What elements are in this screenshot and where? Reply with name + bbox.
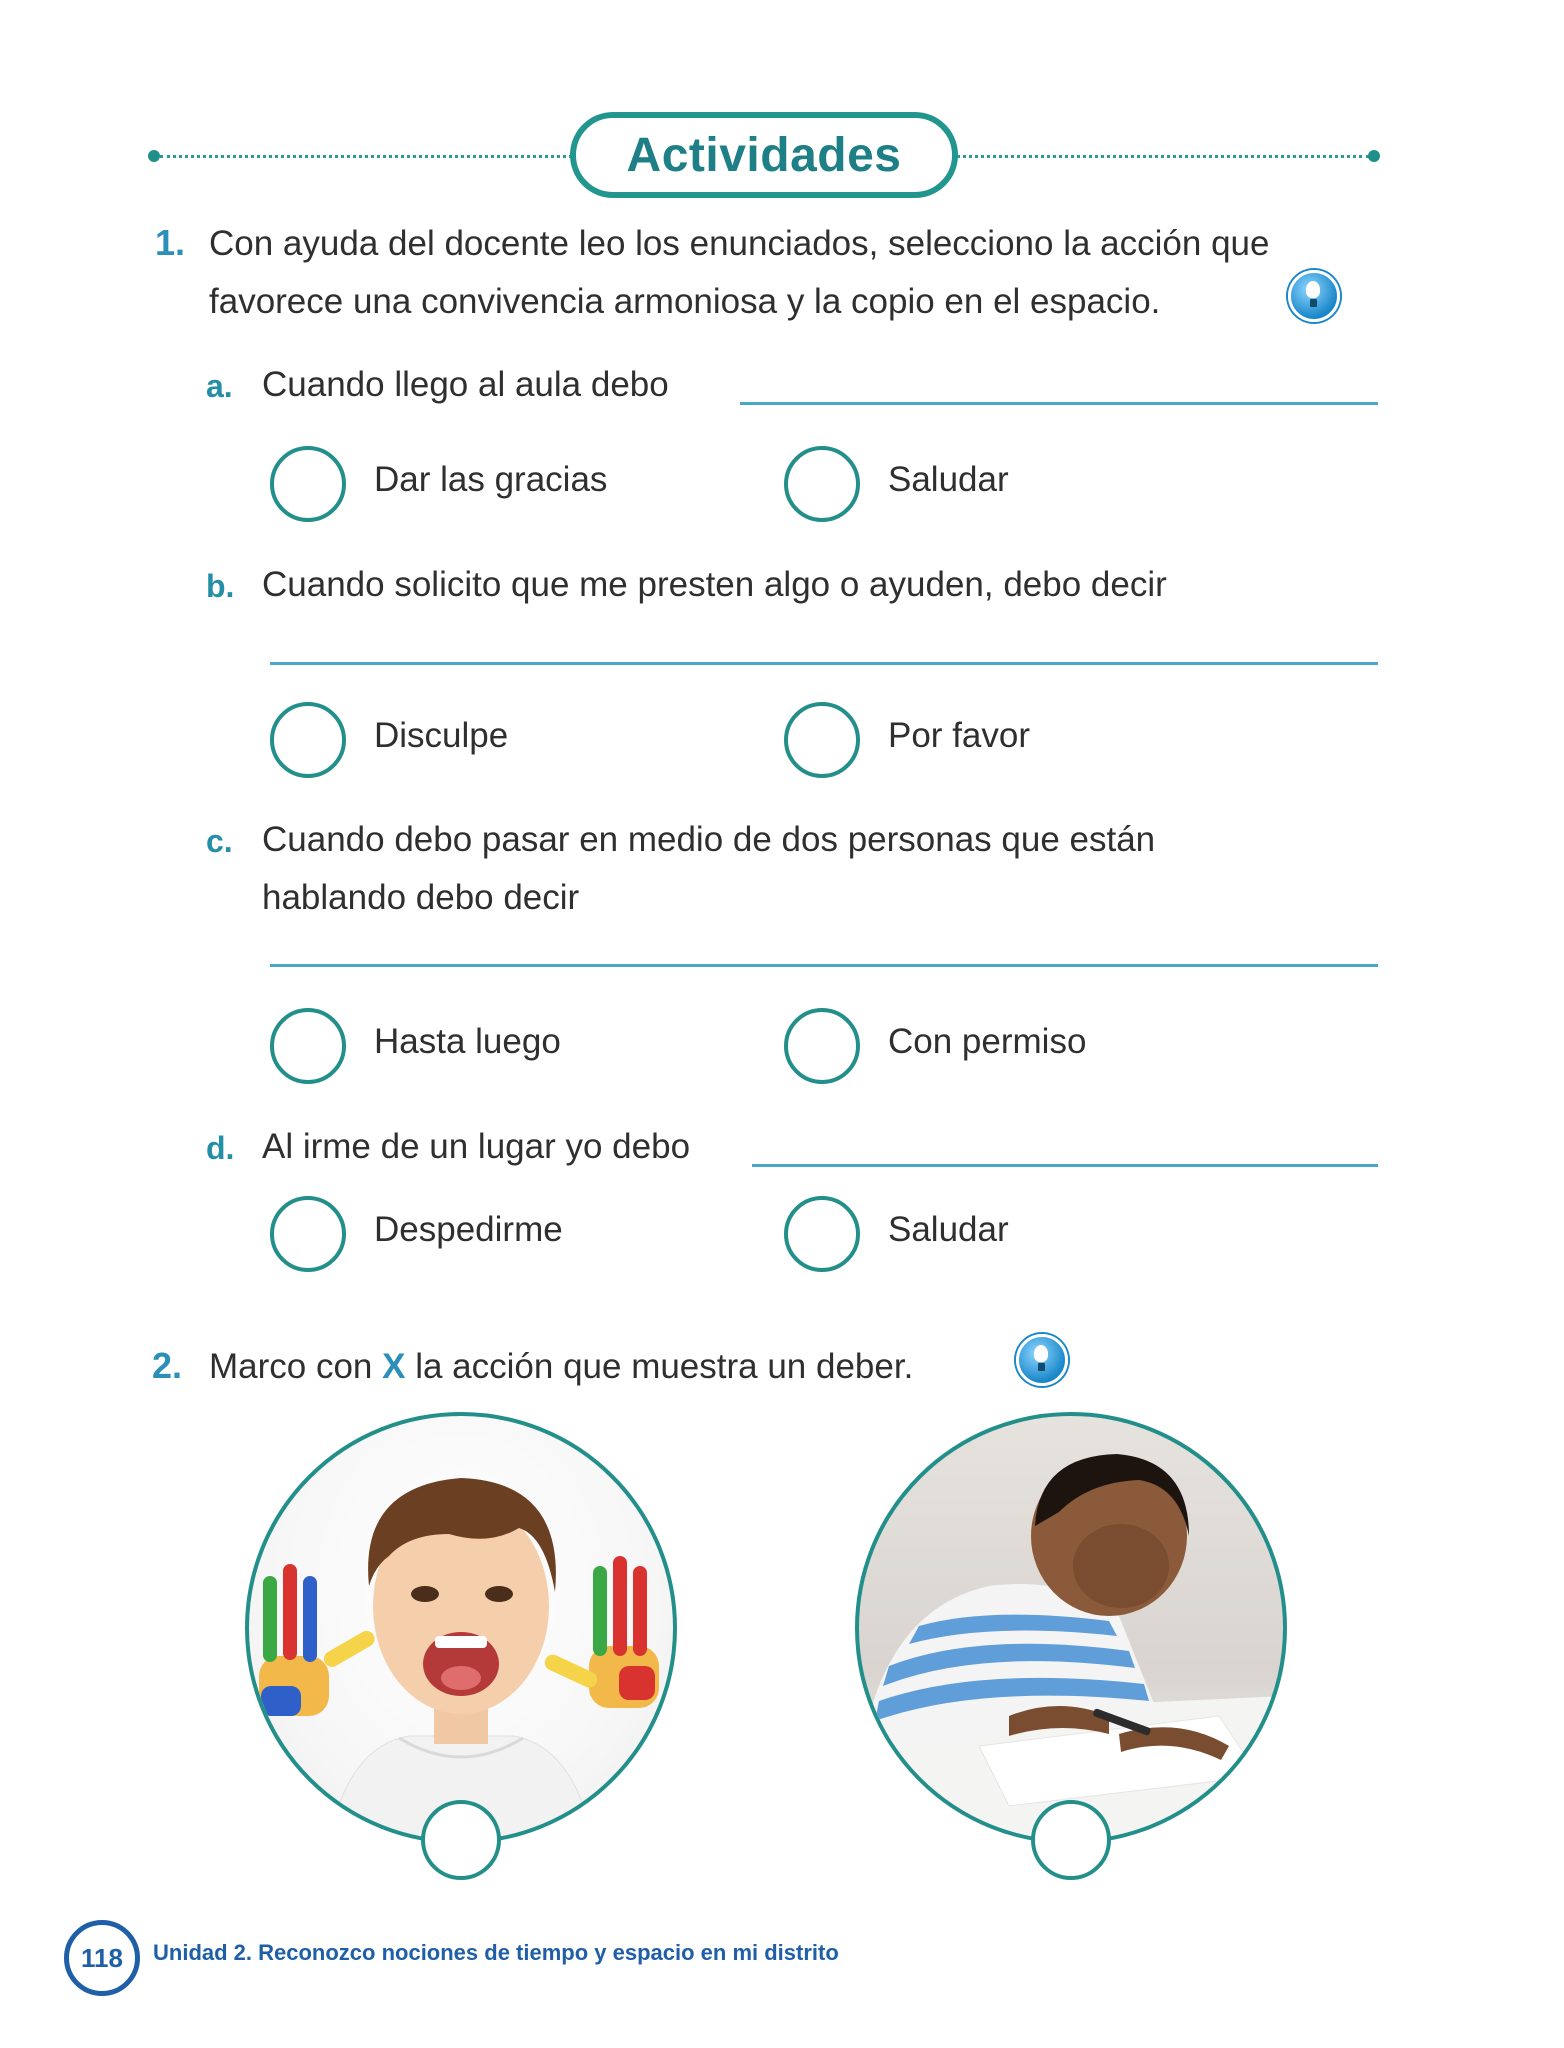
item-c-option-1-circle[interactable] [270,1008,346,1084]
item-c-letter: c. [206,823,233,859]
photo-1-mark-circle[interactable] [421,1800,501,1880]
lightbulb-icon [1016,1334,1068,1386]
item-b-answer-line[interactable] [270,662,1378,665]
question-2-text [209,1338,913,1396]
question-1-text-line-1: Con ayuda del docente leo los enunciados, selecciono la acción que [209,224,1270,263]
question-1-text-line-2: favorece una convivencia armoniosa y la copio en el espacio. [209,282,1161,321]
photo-child-painted-hands [245,1412,677,1844]
item-d-text: Al irme de un lugar yo debo [262,1127,691,1166]
item-b-text: Cuando solicito que me presten algo o ayuden, debo decir [262,565,1167,604]
header-rule-left [160,155,572,158]
photo-boy-writing [855,1412,1287,1844]
item-c-answer-line[interactable] [270,964,1378,967]
item-d-option-1-label: Despedirme [374,1210,563,1249]
item-d-option-1-circle[interactable] [270,1196,346,1272]
question-2-x-mark: X [382,1347,406,1386]
item-c-text-line-2: hablando debo decir [262,878,580,917]
header-rule-right [956,155,1370,158]
lightbulb-icon [1288,270,1340,322]
item-a-answer-line[interactable] [740,402,1378,405]
item-c-option-2-label: Con permiso [888,1022,1087,1061]
item-b-option-1-label: Disculpe [374,716,509,755]
item-d-option-2-label: Saludar [888,1210,1009,1249]
child-painted-hands-illustration [249,1416,673,1840]
header-dot-left [148,150,160,162]
item-a-option-1-label: Dar las gracias [374,460,608,499]
footer-unit-title: Unidad 2. Reconozco nociones de tiempo y espacio en mi distrito [153,1940,839,1965]
item-b-option-1-circle[interactable] [270,702,346,778]
item-b-letter: b. [206,568,235,604]
item-d-letter: d. [206,1130,235,1166]
item-a-text: Cuando llego al aula debo [262,365,669,404]
item-a-letter: a. [206,368,233,404]
item-b-option-2-label: Por favor [888,716,1030,755]
page-title: Actividades [626,128,902,182]
question-2-number: 2. [152,1345,183,1386]
boy-writing-illustration [859,1416,1283,1840]
item-c-option-1-label: Hasta luego [374,1022,561,1061]
question-2-text-before: Marco con [209,1347,383,1386]
item-b-option-2-circle[interactable] [784,702,860,778]
item-a-option-1-circle[interactable] [270,446,346,522]
question-1-number: 1. [155,222,186,263]
item-a-option-2-circle[interactable] [784,446,860,522]
activities-title-pill [570,112,958,198]
item-d-option-2-circle[interactable] [784,1196,860,1272]
item-c-option-2-circle[interactable] [784,1008,860,1084]
header-dot-right [1368,150,1380,162]
page-number: 118 [64,1920,140,1996]
question-2-text-after: la acción que muestra un deber. [405,1347,914,1386]
item-d-answer-line[interactable] [752,1164,1378,1167]
item-a-option-2-label: Saludar [888,460,1009,499]
item-c-text-line-1: Cuando debo pasar en medio de dos personas que están [262,820,1156,859]
photo-2-mark-circle[interactable] [1031,1800,1111,1880]
